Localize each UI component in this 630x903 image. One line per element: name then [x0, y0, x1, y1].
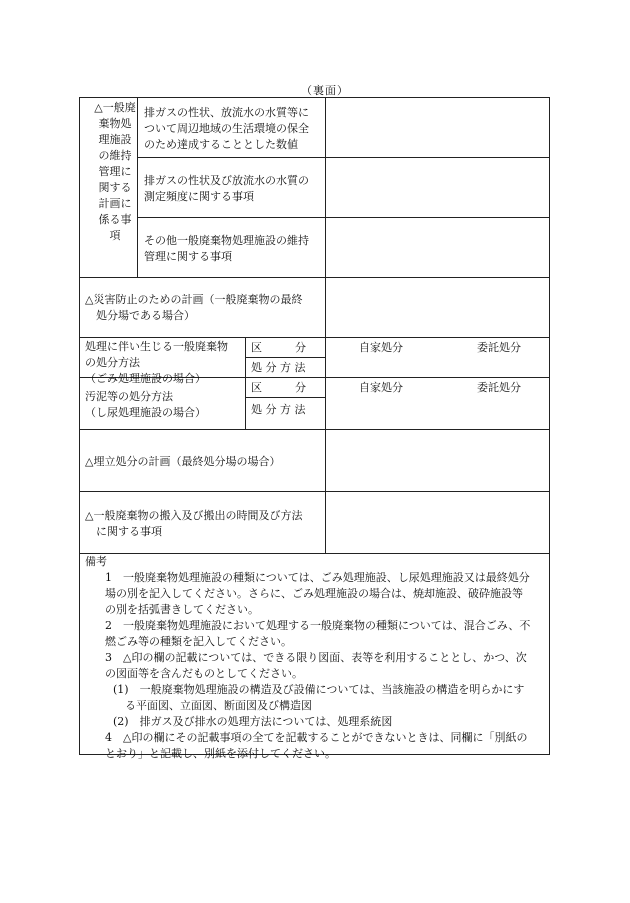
note-line: の別を括弧書きしてください。: [105, 603, 259, 616]
transport-label: △一般廃棄物の搬入及び搬出の時間及び方法 に関する事項: [85, 509, 303, 538]
sludge-disposal-kubun-label: 区 分: [251, 381, 306, 394]
maintenance-item-emission-values: 排ガスの性状、放流水の水質等に ついて周辺地域の生活環境の保全 のため達成することとした数値: [144, 106, 309, 151]
waste-disposal-label: 処理に伴い生じる一般廃棄物 の処分方法 （ごみ処理施設の場合）: [85, 340, 228, 385]
waste-disposal-kubun-label: 区 分: [251, 341, 306, 354]
disaster-prevention-label: △災害防止のための計画（一般廃棄物の最終 処分場である場合）: [85, 293, 303, 322]
sludge-disposal-label: 汚泥等の処分方法 （し尿処理施設の場合）: [85, 390, 206, 419]
note-line: (2) 排ガス及び排水の処理方法については、処理系統図: [113, 715, 393, 728]
note-line: る平面図、立面図、断面図及び構造図: [125, 699, 312, 712]
landfill-plan-label: △埋立処分の計画（最終処分場の場合）: [85, 455, 281, 468]
note-line: の図面等を含んだものとしてください。: [105, 667, 303, 680]
maintenance-item-measurement-frequency: 排ガスの性状及び放流水の水質の 測定頻度に関する事項: [144, 174, 309, 203]
note-line: 場の別を記入してください。さらに、ごみ処理施設の場合は、焼却施設、破砕施設等: [105, 587, 523, 600]
note-line: 4 △印の欄にその記載事項の全てを記載することができないときは、同欄に「別紙の: [105, 731, 528, 744]
application-form-back: [79, 97, 550, 760]
notes-title: 備考: [85, 555, 107, 568]
note-line: 2 一般廃棄物処理施設において処理する一般廃棄物の種類については、混合ごみ、不: [105, 619, 531, 632]
sludge-disposal-option-self: 自家処分: [359, 381, 403, 394]
waste-disposal-option-consigned: 委託処分: [477, 341, 521, 354]
note-line: (1) 一般廃棄物処理施設の構造及び設備については、当該施設の構造を明らかにす: [113, 683, 525, 696]
notes-section: [85, 554, 543, 762]
maintenance-item-other: その他一般廃棄物処理施設の維持 管理に関する事項: [144, 234, 309, 263]
page-side-label: （裏面）: [301, 84, 349, 97]
sludge-disposal-option-consigned: 委託処分: [477, 381, 521, 394]
waste-disposal-method-label: 処 分 方 法: [251, 361, 306, 374]
note-line: 3 △印の欄の記載については、できる限り図面、表等を利用することとし、かつ、次: [105, 651, 527, 664]
note-line: 1 一般廃棄物処理施設の種類については、ごみ処理施設、し尿処理施設又は最終処分: [105, 571, 530, 584]
note-line: とおり」と記載し、別紙を添付してください。: [105, 747, 336, 760]
sludge-disposal-method-label: 処 分 方 法: [251, 403, 306, 416]
note-line: 燃ごみ等の種類を記入してください。: [105, 635, 292, 648]
maintenance-section-label: △一般廃 棄物処 理施設 の維持 管理に 関する 計画に 係る事 項: [94, 101, 136, 242]
waste-disposal-option-self: 自家処分: [359, 341, 403, 354]
